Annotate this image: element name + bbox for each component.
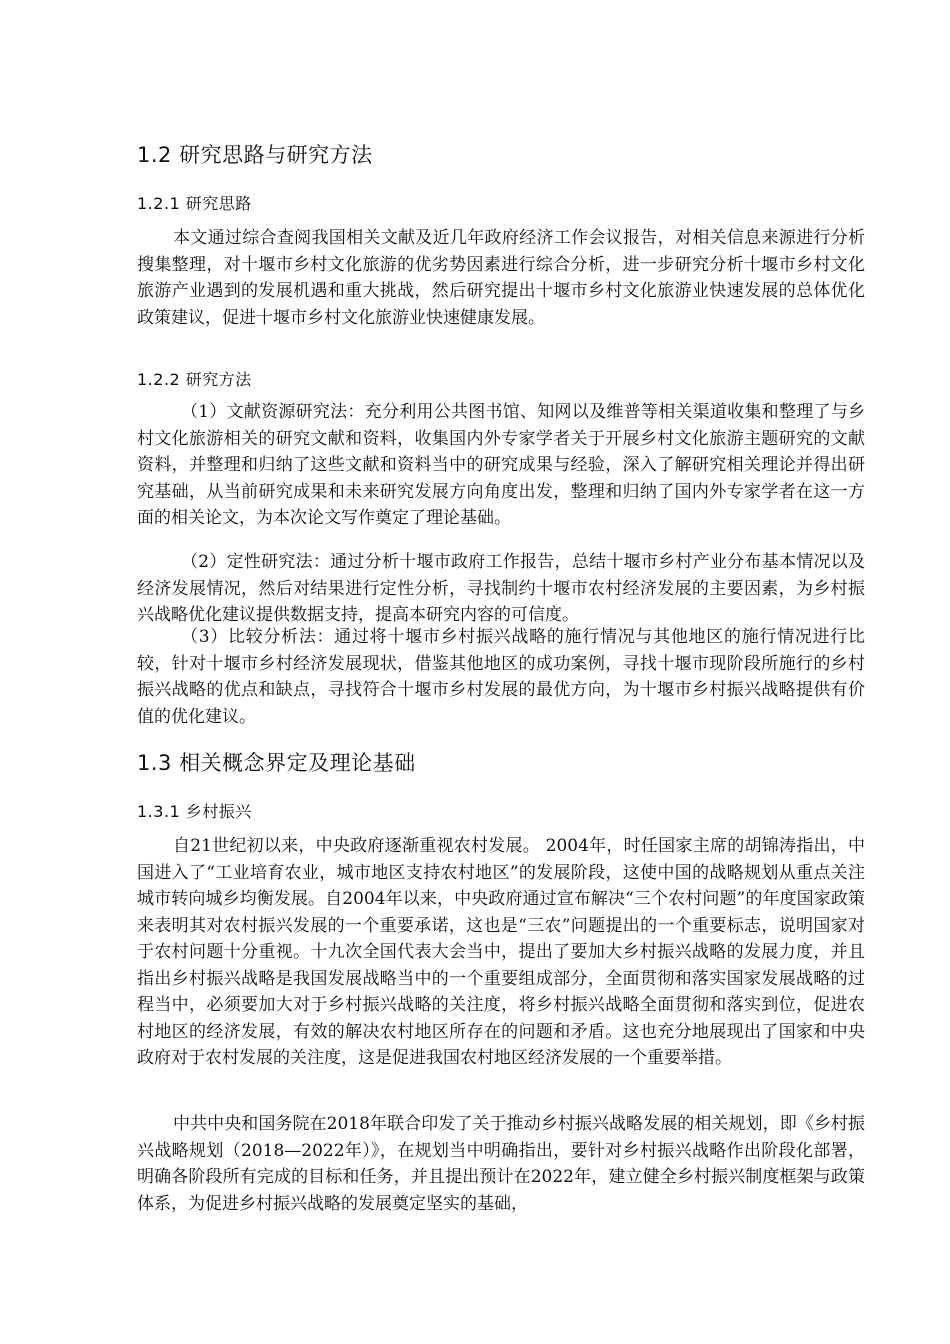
paragraph-research-approach: 本文通过综合查阅我国相关文献及近几年政府经济工作会议报告，对相关信息来源进行分析搜集整理，对十堰市乡村文化旅游的优劣势因素进行综合分析，进一步研究分析十堰市乡村文化旅游产业遇到的发展机遇和重大挑战，然后研究提出十堰市乡村文化旅游业快速发展的总体优化政策建议，促进十堰市乡村文化旅游业快速健康发展。	[137, 228, 865, 328]
paragraph-rural-revitalization-2: 中共中央和国务院在2018年联合印发了关于推动乡村振兴战略发展的相关规划，即《乡村振兴战略规划（2018—2022年）》，在规划当中明确指出，要针对乡村振兴战略作出阶段化部署，明确各阶段所有完成的目标和任务，并且提出预计在2022年，建立健全乡村振兴制度框架与政策体系，为促进乡村振兴战略的发展奠定坚实的基础，	[137, 1114, 865, 1214]
paragraph-method-literature: （1）文献资源研究法：充分利用公共图书馆、知网以及维普等相关渠道收集和整理了与乡村文化旅游相关的研究文献和资料，收集国内外专家学者关于开展乡村文化旅游主题研究的文献资料，并整理和归纳了这些文献和资料当中的研究成果与经验，深入了解研究相关理论并得出研究基础，从当前研究成果和未来研究发展方向角度出发，整理和归纳了国内外专家学者在这一方面的相关论文，为本次论文写作奠定了理论基础。	[137, 402, 865, 528]
subsection-heading-1-2-2: 1.2.2 研究方法	[137, 370, 252, 389]
paragraph-method-qualitative: （2）定性研究法：通过分析十堰市政府工作报告，总结十堰市乡村产业分布基本情况以及经济发展情况，然后对结果进行定性分析，寻找制约十堰市农村经济发展的主要因素，为乡村振兴战略优化建议提供数据支持，提高本研究内容的可信度。	[137, 552, 865, 625]
section-heading-1-2: 1.2 研究思路与研究方法	[137, 143, 373, 167]
section-heading-1-3: 1.3 相关概念界定及理论基础	[137, 751, 416, 775]
subsection-heading-1-3-1: 1.3.1 乡村振兴	[137, 802, 252, 821]
paragraph-rural-revitalization-1: 自21世纪初以来，中央政府逐渐重视农村发展。 2004年，时任国家主席的胡锦涛指出，中国进入了“工业培育农业，城市地区支持农村地区”的发展阶段，这使中国的战略规划从重点关注城市转向城乡均衡发展。自2004年以来，中央政府通过宣布解决“三个农村问题”的年度国家政策来表明其对农村振兴发展的一个重要承诺，这也是“三农”问题提出的一个重要标志，说明国家对于农村问题十分重视。十九次全国代表大会当中，提出了要加大乡村振兴战略的发展力度，并且指出乡村振兴战略是我国发展战略当中的一个重要组成部分，全面贯彻和落实国家发展战略的过程当中，必须要加大对于乡村振兴战略的关注度，将乡村振兴战略全面贯彻和落实到位，促进农村地区的经济发展，有效的解决农村地区所存在的问题和矛盾。这也充分地展现出了国家和中央政府对于农村发展的关注度，这是促进我国农村地区经济发展的一个重要举措。	[137, 836, 865, 1068]
subsection-heading-1-2-1: 1.2.1 研究思路	[137, 194, 252, 213]
paragraph-method-comparative: （3）比较分析法：通过将十堰市乡村振兴战略的施行情况与其他地区的施行情况进行比较，针对十堰市乡村经济发展现状，借鉴其他地区的成功案例，寻找十堰市现阶段所施行的乡村振兴战略的优点和缺点，寻找符合十堰市乡村发展的最优方向，为十堰市乡村振兴战略提供有价值的优化建议。	[137, 627, 865, 727]
